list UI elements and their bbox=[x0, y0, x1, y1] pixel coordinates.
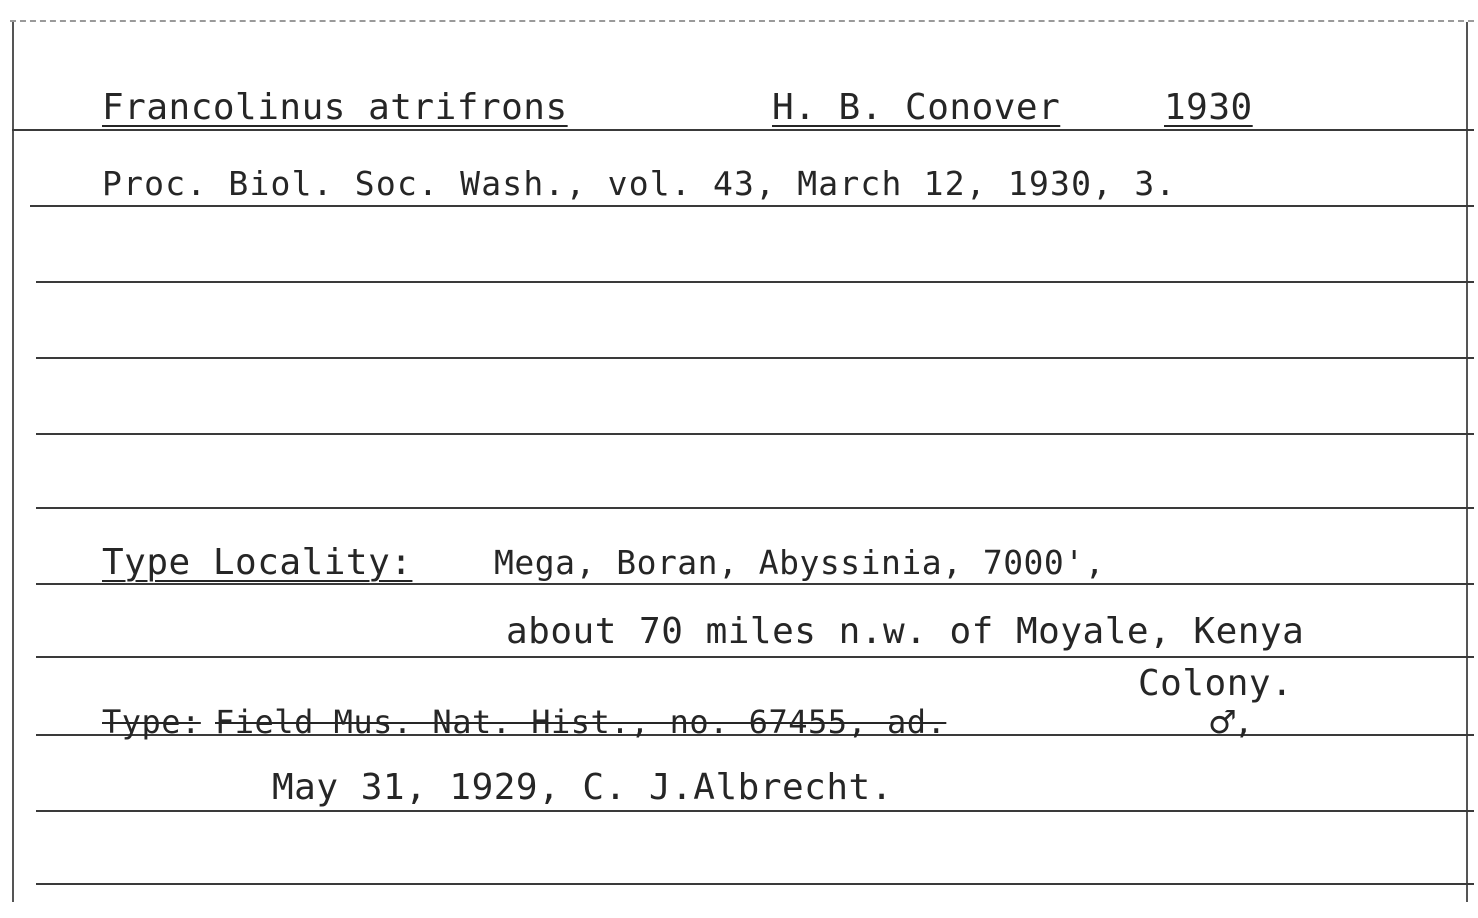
ruled-line bbox=[36, 583, 1474, 585]
type-line-1: Field Mus. Nat. Hist., no. 67455, ad. bbox=[215, 703, 947, 741]
ruled-line bbox=[36, 281, 1474, 283]
type-label: Type: bbox=[102, 703, 201, 741]
type-locality-line-2: about 70 miles n.w. of Moyale, Kenya bbox=[506, 611, 1305, 652]
card-right-edge bbox=[1466, 22, 1468, 902]
type-locality-label: Type Locality: bbox=[102, 542, 413, 583]
ruled-line bbox=[36, 883, 1474, 885]
type-locality-line-3: Colony. bbox=[1138, 663, 1294, 704]
type-locality-line-1: Mega, Boran, Abyssinia, 7000', bbox=[494, 543, 1106, 582]
species-name: Francolinus atrifrons bbox=[102, 87, 568, 128]
ruled-line bbox=[30, 205, 1474, 207]
ruled-line bbox=[36, 656, 1474, 658]
type-line-2: May 31, 1929, C. J.Albrecht. bbox=[272, 767, 893, 808]
card-left-edge bbox=[12, 22, 14, 902]
type-line-1-comma: , bbox=[1234, 703, 1254, 741]
ruled-line bbox=[36, 357, 1474, 359]
author-name: H. B. Conover bbox=[772, 87, 1061, 128]
ruled-line bbox=[12, 129, 1474, 131]
citation: Proc. Biol. Soc. Wash., vol. 43, March 12, 1930, 3. bbox=[102, 164, 1177, 203]
ruled-line bbox=[36, 507, 1474, 509]
publication-year: 1930 bbox=[1164, 87, 1253, 128]
ruled-line bbox=[36, 433, 1474, 435]
ruled-line bbox=[36, 810, 1474, 812]
card-top-edge bbox=[10, 20, 1474, 22]
male-symbol-icon: ♂ bbox=[1208, 703, 1238, 741]
